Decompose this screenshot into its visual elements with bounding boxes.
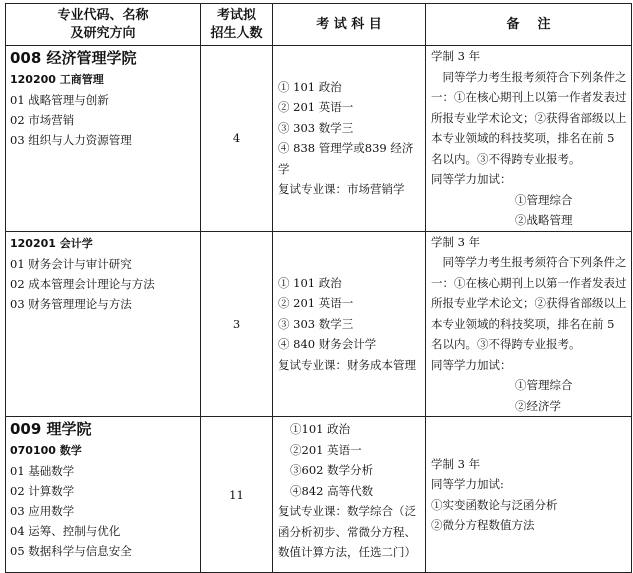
major-cell	[6, 231, 201, 417]
duration-note: 学制 3 年	[431, 456, 481, 471]
table-row	[6, 46, 632, 232]
header-major: 专业代码、名称 及研究方向	[6, 4, 201, 46]
school-name: 009 理学院	[10, 420, 92, 438]
direction-item: 03 应用数学	[10, 504, 75, 518]
subject-item: ② 201 英语一	[278, 100, 354, 115]
subjects-cell	[273, 417, 426, 573]
major-code: 120200 工商管理	[10, 73, 104, 86]
remarks-cell	[426, 46, 632, 232]
subject-item: ④ 840 财务会计学	[278, 337, 377, 351]
subject-item: ④842 高等代数	[290, 483, 374, 498]
table-row	[6, 231, 632, 417]
school-name: 008 经济管理学院	[10, 49, 137, 67]
equivalent-note: 同等学力考生报考须符合下列条件之一：①在核心期刊上以第一作者发表过所报专业学术论文；②获得省部级以上本专业领域的科技奖项，排名在前 5 名以内。③不得跨专业报考。	[431, 255, 627, 351]
extra-exam-item: ①管理综合	[515, 192, 573, 207]
duration-note: 学制 3 年	[431, 234, 481, 249]
equivalent-note: 同等学力考生报考须符合下列条件之一：①在核心期刊上以第一作者发表过所报专业学术论文；②获得省部级以上本专业领域的科技奖项，排名在前 5 名以内。③不得跨专业报考。	[431, 69, 627, 166]
extra-exam-item: ①管理综合	[515, 378, 573, 392]
subjects-cell	[273, 46, 426, 232]
duration-note: 学制 3 年	[431, 49, 481, 63]
direction-item: 01 战略管理与创新	[10, 93, 109, 107]
extra-exam-label: 同等学力加试：	[431, 172, 512, 186]
direction-item: 03 财务管理理论与方法	[10, 296, 132, 311]
subjects-cell	[273, 231, 426, 417]
extra-exam-label: 同等学力加试：	[431, 357, 512, 372]
major-code: 120201 会计学	[10, 236, 93, 250]
major-code: 070100 数学	[10, 444, 82, 457]
major-cell	[6, 46, 201, 232]
retest-subject: 复试专业课：市场营销学	[278, 182, 405, 197]
major-cell	[6, 417, 201, 573]
header-remarks: 备 注	[426, 4, 632, 46]
direction-item: 03 组织与人力资源管理	[10, 133, 132, 147]
extra-exam-label: 同等学力加试:	[431, 477, 504, 491]
subject-item: ① 101 政治	[278, 275, 342, 290]
header-subjects: 考 试 科 目	[273, 4, 426, 46]
extra-exam-item: ②经济学	[515, 398, 561, 413]
header-quota: 考试拟 招生人数	[201, 4, 273, 46]
extra-exam-item: ②战略管理	[515, 213, 573, 227]
direction-item: 02 计算数学	[10, 484, 75, 498]
direction-item: 01 基础数学	[10, 464, 75, 478]
subject-item: ① 101 政治	[278, 79, 342, 94]
subject-item: ③602 数学分析	[290, 463, 374, 477]
quota-cell: 4	[201, 46, 273, 232]
retest-subject: 复试专业课：数学综合（泛函分析初步、常微分方程、数值计算方法，任选二门）	[278, 504, 416, 559]
subject-item: ①101 政治	[290, 422, 351, 436]
subject-item: ③ 303 数学三	[278, 316, 354, 331]
remarks-cell	[426, 417, 632, 573]
subject-item: ② 201 英语一	[278, 296, 354, 310]
subject-item: ②201 英语一	[290, 442, 362, 457]
quota-cell: 3	[201, 231, 273, 417]
remarks-cell	[426, 231, 632, 417]
direction-item: 05 数据科学与信息安全	[10, 544, 132, 558]
table-row	[6, 417, 632, 573]
subject-item: ③ 303 数学三	[278, 120, 354, 135]
retest-subject: 复试专业课：财务成本管理	[278, 357, 416, 372]
direction-item: 04 运筹、控制与优化	[10, 524, 121, 538]
quota-cell: 11	[201, 417, 273, 573]
extra-exam-item: ①实变函数论与泛函分析	[431, 497, 558, 512]
direction-item: 01 财务会计与审计研究	[10, 256, 132, 271]
direction-item: 02 成本管理会计理论与方法	[10, 276, 155, 291]
subject-item: ④ 838 管理学或839 经济学	[278, 141, 414, 176]
table-header-row	[6, 4, 632, 46]
enrollment-table	[5, 3, 632, 573]
direction-item: 02 市场营销	[10, 113, 75, 127]
extra-exam-item: ②微分方程数值方法	[431, 518, 535, 532]
